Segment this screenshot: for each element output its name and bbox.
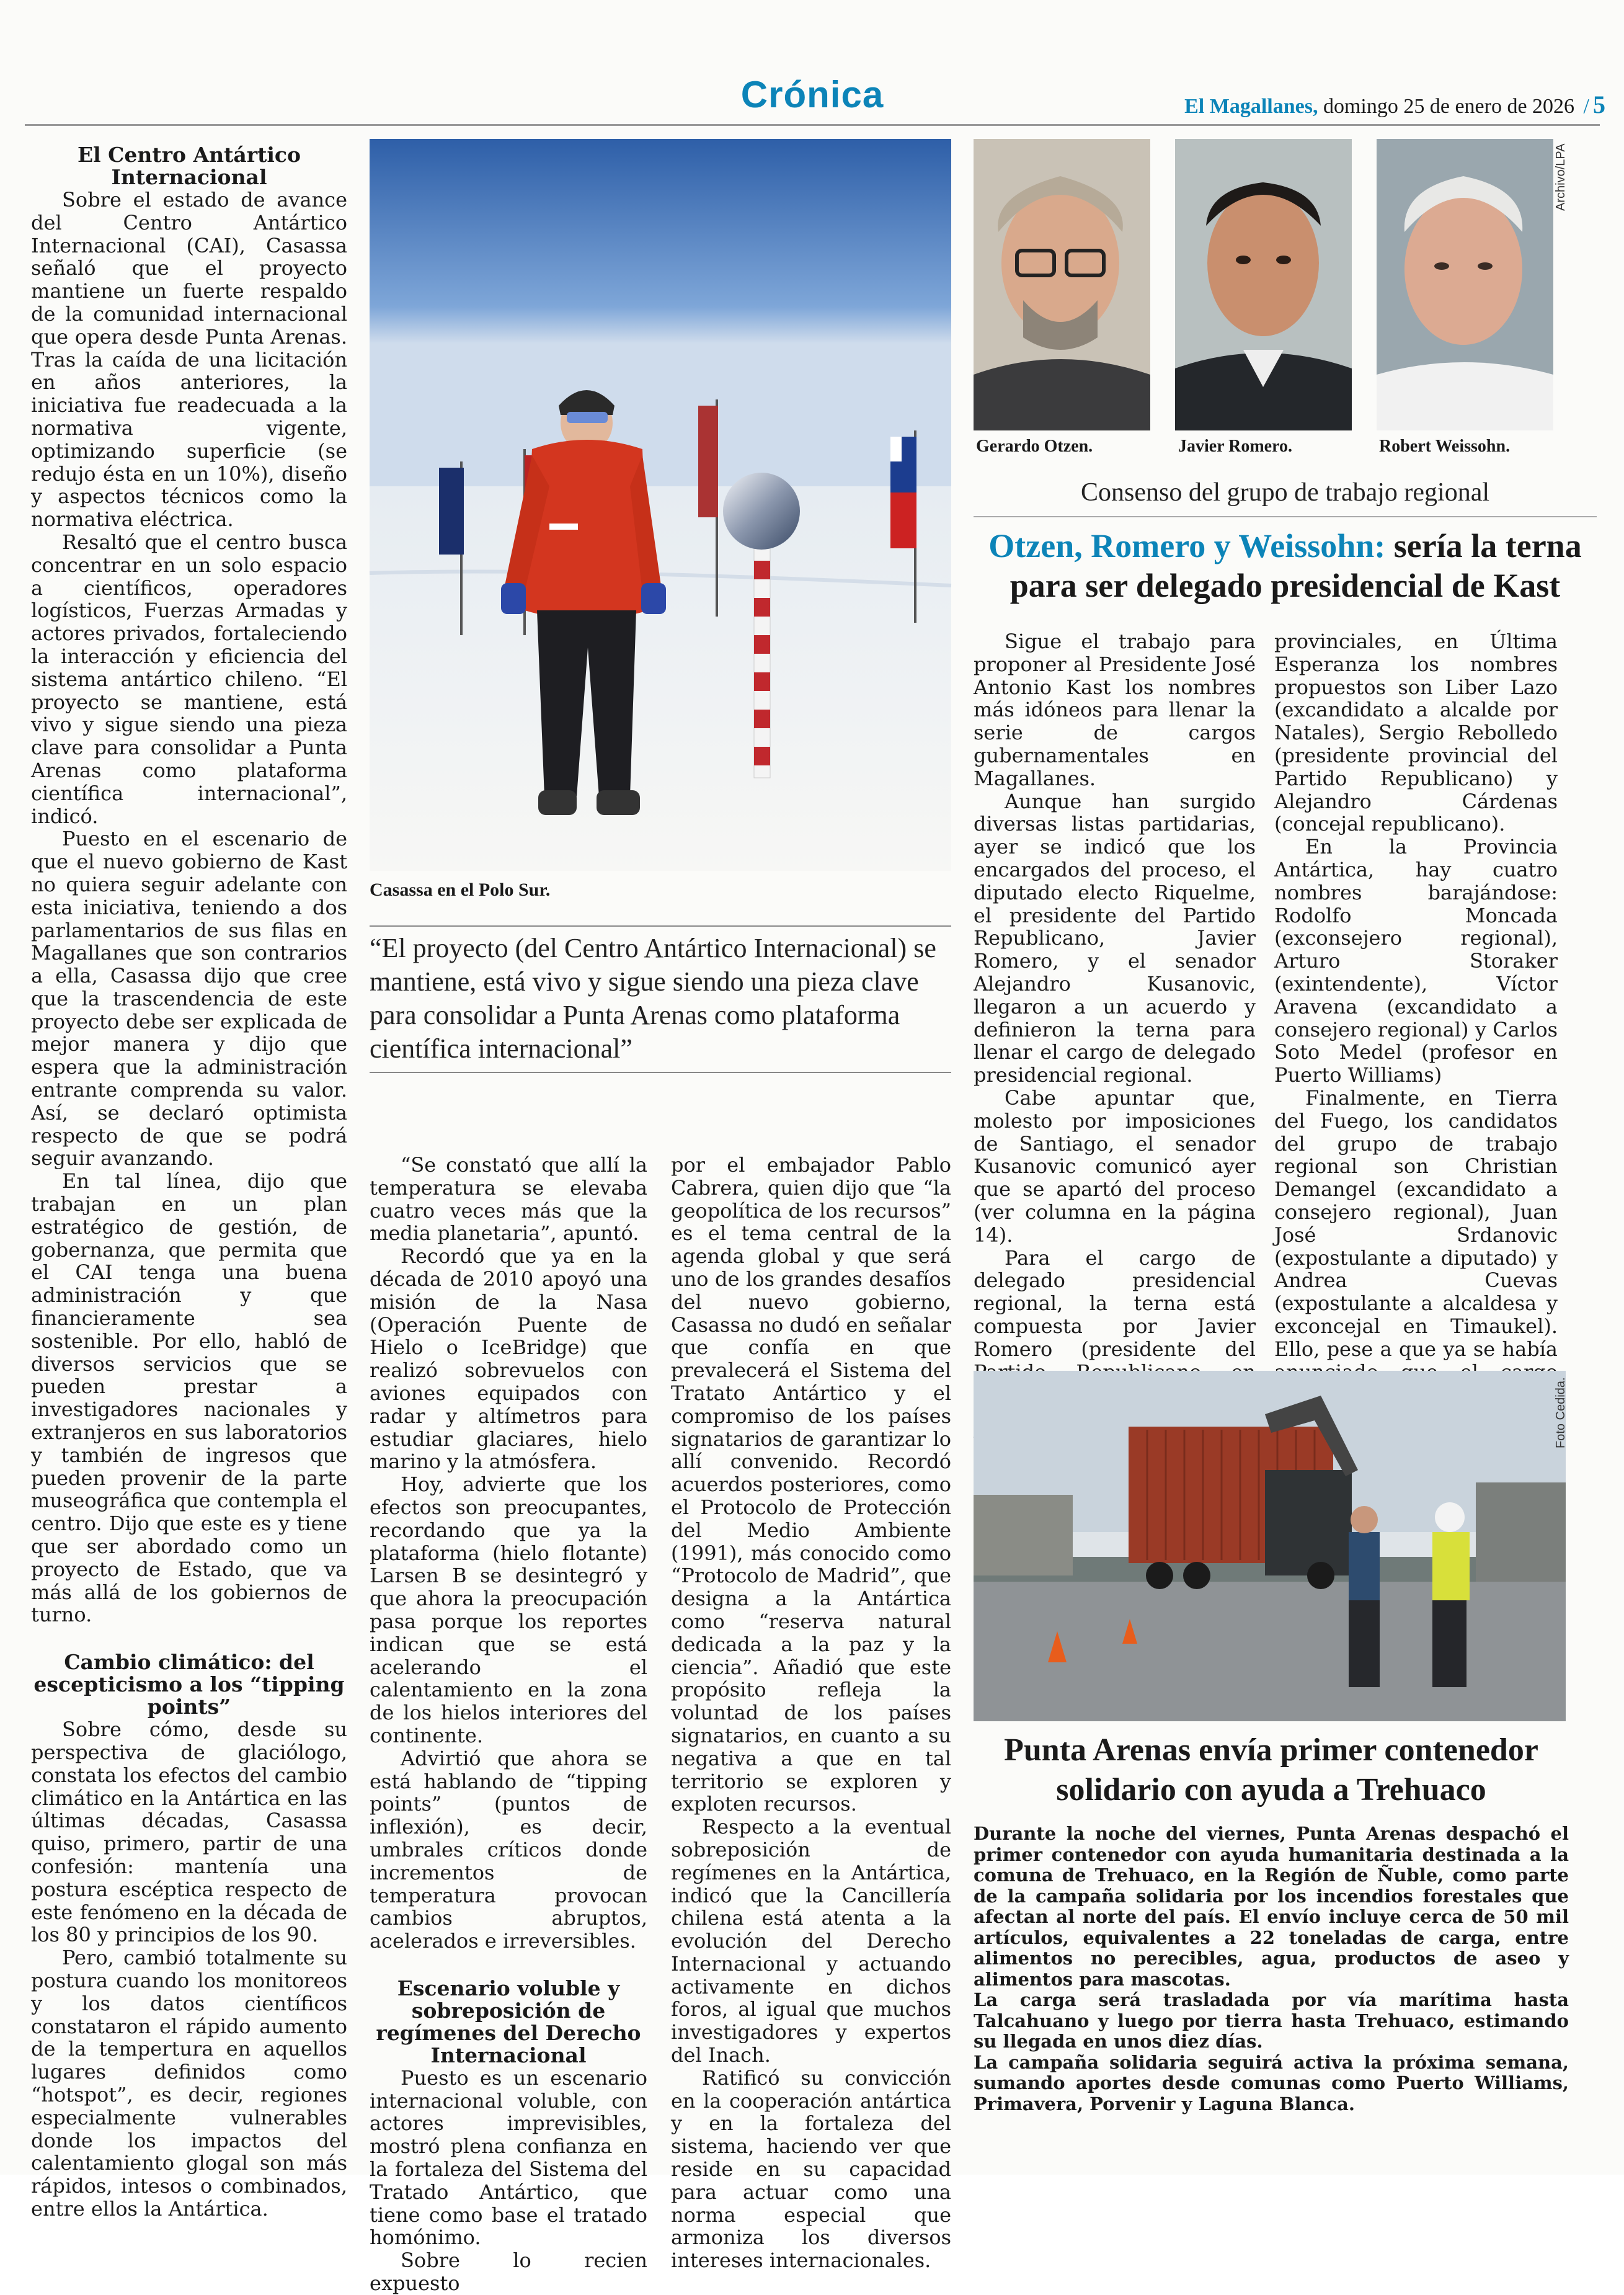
paragraph: Finalmente, en Tierra del Fuego, los candidatos del grupo de trabajo regional son Christian Demangel (excandidato a consejero regional), Juan José Srdanovic (expostulante a diputado) y Andrea Cuevas (expostulante a alcaldesa y exconcejal en Timaukel). Ello, pese a que ya se había xyxy=(1274,1085,1558,1361)
paragraph: Puesto es un escenario internacional voluble, con actores imprevisibles, mostró plena confianza en la fortaleza del Sistema del Tratado Antártico, que tiene como base el tratado homónimo. xyxy=(370,2066,647,2250)
container-brief xyxy=(974,1824,1569,2115)
paragraph: Hoy, advierte que los efectos son preocupantes, recordando que ya la plataforma (hielo flotante) Larsen B se desintegró y que ahora la preocupación pasa porque los reportes indican que se está acelerando el calentamiento en la zona de los hielos interiores del continente. xyxy=(370,1473,647,1747)
south-pole-photo-caption: Casassa en el Polo Sur. xyxy=(370,880,551,900)
paragraph: Ratificó su convicción en la cooperación antártica y en la fortaleza del sistema, haciendo ver que reside en su capacidad para actuar como una norma especial que armoniza los diversos intereses internacionales. xyxy=(671,2066,951,2273)
paragraph: Sobre lo recien expuesto xyxy=(370,2248,647,2295)
paragraph: Aunque han surgido diversas listas partidarias, ayer se indicó que los encargados del proceso, el diputado electo Riquelme, el presidente del Partido Republicano, Javier Romero, y el senador Alejandro Kusanovic, llegaron a un acuerdo y definieron la terna para llenar el cargo de delegado presidencial regional. xyxy=(974,789,1256,1087)
paragraph: La campaña solidaria seguirá activa la próxima semana, sumando aportes desde comunas como Puerto Williams, Primavera, Porvenir y Laguna Blanca. xyxy=(974,2051,1569,2115)
antarctic-article-column-1 xyxy=(31,144,347,2221)
quote-divider-top xyxy=(370,925,951,927)
container-headline: Punta Arenas envía primer contenedor solidario con ayuda a Trehuaco xyxy=(1004,1732,1538,1807)
delegate-headline xyxy=(974,526,1597,605)
header-divider xyxy=(25,124,1600,126)
page-header-info xyxy=(1184,90,1605,119)
quote-divider-bottom xyxy=(370,1072,951,1073)
paragraph: “Se constató que allí la temperatura se elevaba cuatro veces más que la media planetaria”, apuntó. xyxy=(370,1153,647,1246)
portrait-romero xyxy=(1175,139,1352,430)
paragraph: Puesto en el escenario de que el nuevo gobierno de Kast no quiera seguir adelante con esta iniciativa, teniendo a dos parlamentarios de sus filas en Magallanes que son contrarios a ella, Casassa dijo que cree que la trascendencia de este proyecto debe ser explicada de mejor manera y dijo que espera que la administración entrante comprenda su valor. Así, se declaró optimista respecto de que se podrá seguir avanzando. xyxy=(31,827,347,1170)
antarctic-article-column-2 xyxy=(370,1154,647,2295)
article-kicker: Consenso del grupo de trabajo regional xyxy=(1081,478,1489,507)
paragraph: Advirtió que ahora se está hablando de “tipping points” (puntos de inflexión), es decir, umbrales críticos donde incrementos de temperatura provocan cambios abruptos, acelerados e irreversibles. xyxy=(370,1746,647,1953)
section-title: Crónica xyxy=(740,74,884,115)
paragraph: Para el cargo de delegado presidencial regional, la terna está compuesta por Javier Romero (presidente del xyxy=(974,1246,1256,1361)
publication-name: El Magallanes, xyxy=(1184,95,1318,118)
paragraph: Resaltó que el centro busca concentrar en un solo espacio a científicos, operadores logísticos, Fuerzas Armadas y actores privados, fortaleciendo la interacción y eficiencia del sistema antártico chileno. “El proyecto se mantiene, está vivo y sigue siendo una pieza clave para consolidar a Punta Arenas como plataforma científica internacional”, indicó. xyxy=(31,530,347,828)
paragraph: provinciales, en Última Esperanza los nombres propuestos son Liber Lazo (excandidato a alcalde por Natales), Sergio Rebolledo (presidente provincial del Partido Republicano) y Alejandro Cárdenas (concejal republicano). xyxy=(1274,630,1558,836)
paragraph: Pero, cambió totalmente su postura cuando los monitoreos y los datos científicos constataron el rápido aumento de la tempertura en aquellos lugares definidos como “hotspot”, es decir, regiones especialmente vulnerables donde los impactos del calentamiento glogal son más rápidos, intesos o combinados, entre ellos la Antártica. xyxy=(31,1946,347,2221)
portrait-caption-romero: Javier Romero. xyxy=(1178,437,1293,456)
pull-quote: “El proyecto (del Centro Antártico Internacional) se mantiene, está vivo y sigue siendo una pieza clave para consolidar a Punta Arenas como plataforma científica internacional” xyxy=(370,933,936,1064)
photo-credit-cedida: Foto Cedida. xyxy=(1554,1377,1568,1448)
subhead-escenario-voluble: Escenario voluble y sobreposición de regímenes del Derecho Internacional xyxy=(376,1976,641,2067)
paragraph: La carga será trasladada por vía marítima hasta Talcahuano y luego por tierra hasta Trehuaco, estimando su llegada en unos diez días. xyxy=(974,1989,1569,2052)
portrait-caption-otzen: Gerardo Otzen. xyxy=(976,437,1093,456)
paragraph: Durante la noche del viernes, Punta Arenas despachó el primer contenedor con ayuda humanitaria destinada a la comuna de Trehuaco, en la Región de Ñuble, como parte de la campaña solidaria por los incendios forestales que afectan al norte del país. El envío incluye cerca de 50 mil artículos, equivalentes a 22 toneladas de carga, entre alimentos no perecibles, agua, productos de aseo y alimentos para mascotas. xyxy=(974,1823,1569,1990)
photo-credit-archivo: Archivo/LPA xyxy=(1554,143,1568,211)
page-number: 5 xyxy=(1593,91,1605,118)
paragraph: Sobre cómo, desde su perspectiva de glaciólogo, constata los efectos del cambio climático en la Antártica en las últimas décadas, Casassa quiso, primero, partir de una confesión: mantenía una postura escéptica respecto de este fenómeno en la década de los 80 y principios de los 90. xyxy=(31,1718,347,1947)
paragraph: Sobre el estado de avance del Centro Antártico Internacional (CAI), Casassa señaló que el proyecto mantiene un fuerte respaldo de la comunidad internacional que opera desde Punta Arenas. Tras la caída de una licitación en años anteriores, la iniciativa fue readecuada a la normativa vigente, optimizando superficie (se redujo ésta en un 10%), diseño y aspectos técnicos como la normativa eléctrica. xyxy=(31,188,347,532)
portrait-caption-weissohn: Robert Weissohn. xyxy=(1379,437,1511,456)
container-truck-photo xyxy=(974,1371,1566,1721)
delegate-article-column-2 xyxy=(1274,630,1558,1497)
paragraph: Sigue el trabajo para proponer al Presidente José Antonio Kast los nombres más idóneos para llenar la serie de cargos gubernamentales en Magallanes. xyxy=(974,630,1256,790)
portrait-otzen xyxy=(974,139,1150,430)
paragraph: Recordó que ya en la década de 2010 apoyó una misión de la Nasa (Operación Puente de Hielo o IceBridge) que realizó sobrevuelos con aviones equipados con radar y altímetros para estudiar glaciares, hielo marino y la atmósfera. xyxy=(370,1244,647,1474)
headline-highlight: Otzen, Romero y Weissohn: xyxy=(988,527,1386,564)
header-separator: / xyxy=(1583,95,1589,118)
south-pole-photo xyxy=(370,139,951,871)
paragraph: Respecto a la eventual sobreposición de regímenes en la Antártica, indicó que la Cancillería chilena está atenta a la evolución del Derecho Internacional y actuando activamente en dichos foros, al igual que muchos investigadores y expertos del Inach. xyxy=(671,1815,951,2067)
subhead-cambio-climatico: Cambio climático: del escepticismo a los “tipping points” xyxy=(33,1650,345,1719)
headline-rest: sería la terna para ser delegado presidencial de Kast xyxy=(1009,527,1582,604)
paragraph: Cabe apuntar que, molesto por imposiciones de Santiago, el senador Kusanovic comunicó ayer que se apartó del proceso (ver columna en la página 14). xyxy=(974,1085,1256,1247)
paragraph: En la Provincia Antártica, hay cuatro nombres barajándose: Rodolfo Moncada (exconsejero regional), Arturo Storaker (exintendente), Víctor Aravena (excandidato a consejero regional) y Carlos Soto Medel (profesor en Puerto Williams) xyxy=(1274,835,1558,1087)
subhead-centro-antartico: El Centro Antártico Internacional xyxy=(77,143,301,189)
portrait-weissohn xyxy=(1377,139,1553,430)
kicker-divider xyxy=(974,516,1597,517)
paragraph: por el embajador Pablo Cabrera, quien dijo que “la geopolítica de los recursos” es el tema central de la agenda global y que será uno de los grandes desafíos del nuevo gobierno, Casassa no dudó en señalar que confía en que prevalecerá el Sistema del Tratato Antártico y el compromiso de los países signatarios de garantizar lo allí convenido. Recordó acuerdos posteriores, como el Protocolo de Protección del Medio Ambiente (1991), más conocido como “Protocolo de Madrid”, que designa a la Antártica como “reserva natural dedicada a la paz y la ciencia”. Añadió que este propósito refleja la voluntad de los países signatarios, en cuanto a su negativa a que en tal territorio se exploren y exploten recursos. xyxy=(671,1153,951,1816)
paragraph: En tal línea, dijo que trabajan en un plan estratégico de gestión, de gobernanza, que permita que el CAI tenga una buena administración y que financieramente sea sostenible. Por ello, habló de diversos servicios que se pueden prestar a investigadores nacionales y extranjeros en sus laboratorios y también de ingresos que pueden provenir de la parte museográfica que contempla el centro. Dijo que este es y tiene que ser abordado como un proyecto de Estado, que va más allá de los gobiernos de turno. xyxy=(31,1169,347,1627)
publication-date: domingo 25 de enero de 2026 xyxy=(1323,95,1575,118)
antarctic-article-column-3 xyxy=(671,1154,951,2272)
